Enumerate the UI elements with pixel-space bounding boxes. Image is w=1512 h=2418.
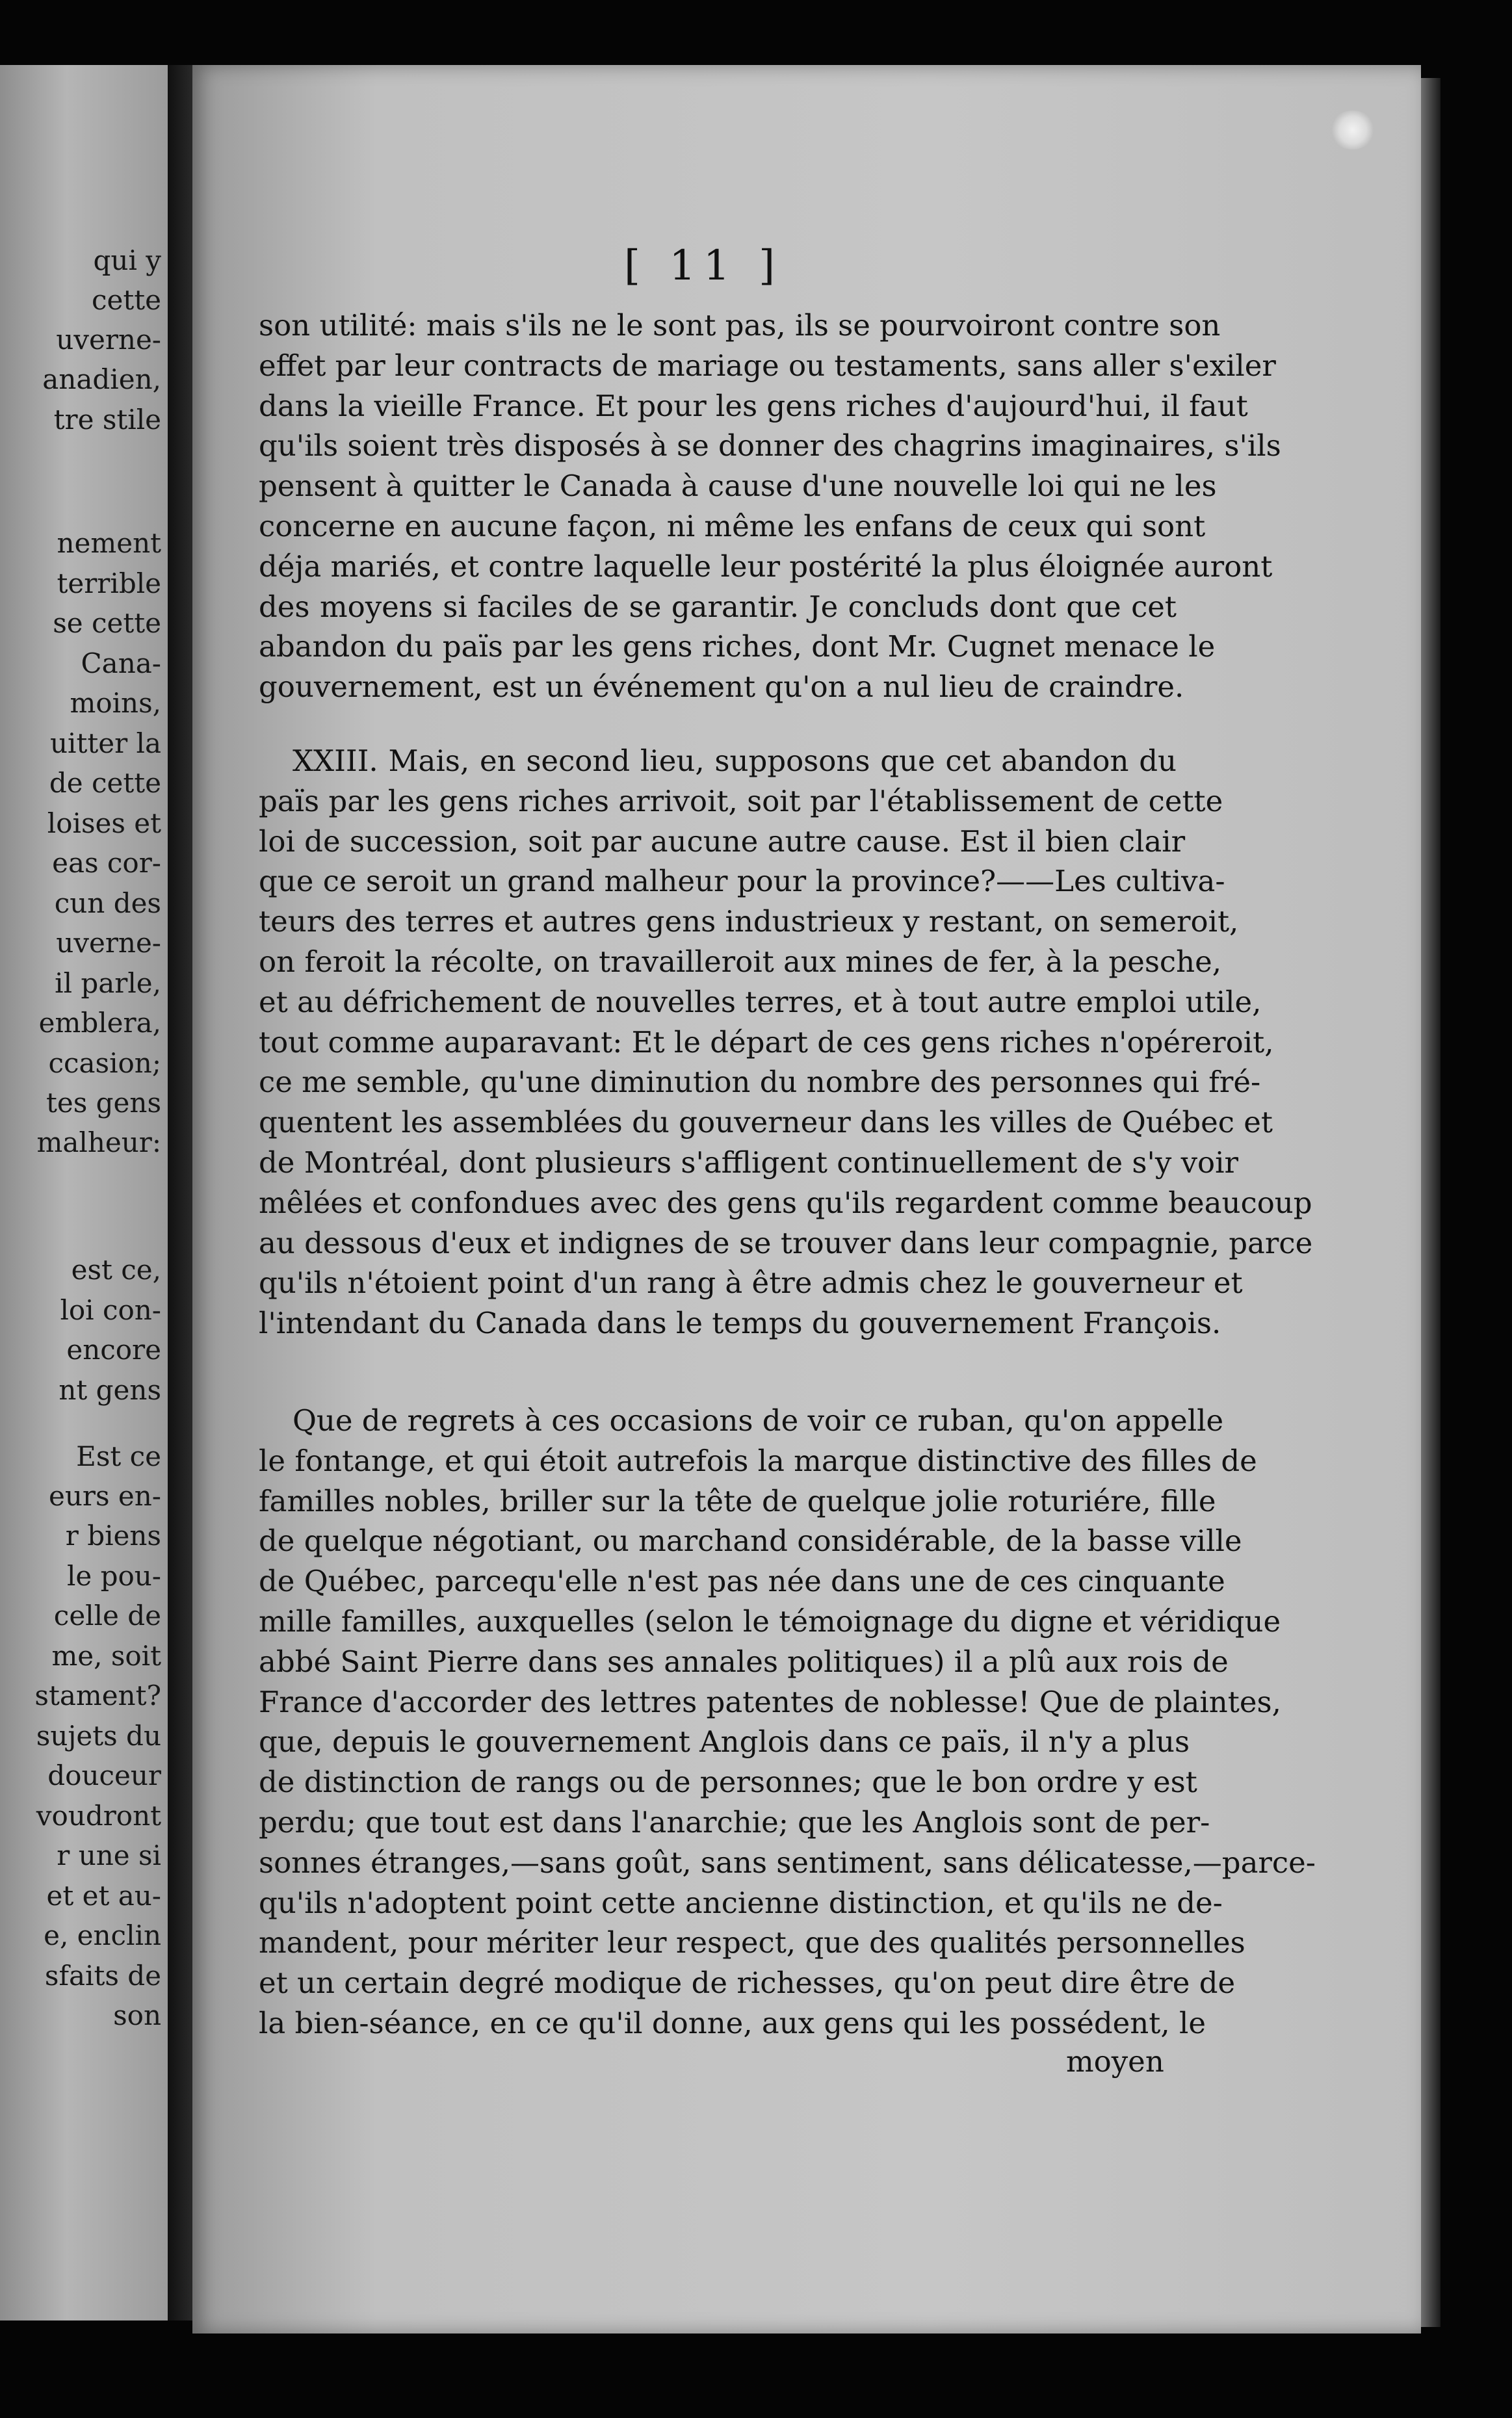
text-line: ce me semble, qu'une diminution du nombre des personnes qui fré-	[259, 1065, 1261, 1100]
facing-page-text-fragment: douceur	[47, 1760, 161, 1791]
catchword: moyen	[1066, 2044, 1164, 2079]
text-line: et un certain degré modique de richesses, qu'on peut dire être de	[259, 1966, 1236, 2001]
facing-page-text-fragment: e, enclin	[44, 1919, 161, 1951]
text-line: de Montréal, dont plusieurs s'affligent continuellement de s'y voir	[259, 1145, 1239, 1180]
text-line: familles nobles, briller sur la tête de quelque jolie roturiére, fille	[259, 1483, 1216, 1518]
facing-page-text-fragment: se cette	[53, 607, 161, 639]
text-line: et au défrichement de nouvelles terres, et à tout autre emploi utile,	[259, 984, 1262, 1019]
facing-page-text-fragment: uverne-	[56, 324, 161, 356]
text-line: concerne en aucune façon, ni même les enfans de ceux qui sont	[259, 508, 1206, 543]
text-line: qu'ils n'adoptent point cette ancienne distinction, et qu'ils ne de-	[259, 1885, 1223, 1920]
text-line: au dessous d'eux et indignes de se trouver dans leur compagnie, parce	[259, 1225, 1313, 1260]
facing-page-text-fragment: sfaits de	[44, 1960, 161, 1992]
text-line: gouvernement, est un événement qu'on a nul lieu de craindre.	[259, 670, 1184, 705]
text-line: loi de succession, soit par aucune autre cause. Est il bien clair	[259, 824, 1186, 859]
facing-page-text-fragment: qui y	[93, 244, 161, 276]
text-line: son utilité: mais s'ils ne le sont pas, ils se pourvoiront contre son	[259, 308, 1221, 343]
facing-page-text-fragment: encore	[66, 1334, 161, 1366]
facing-page-text-fragment: ccasion;	[48, 1047, 161, 1079]
text-line: la bien-séance, en ce qu'il donne, aux gens qui les possédent, le	[259, 2005, 1206, 2040]
facing-page-text-fragment: voudront	[36, 1800, 161, 1832]
facing-page-text-fragment: le pou-	[66, 1560, 161, 1592]
facing-page-text-fragment: et et au-	[46, 1880, 161, 1912]
facing-page-text-fragment: anadien,	[42, 363, 161, 395]
text-line: tout comme auparavant: Et le départ de ces gens riches n'opéreroit,	[259, 1024, 1274, 1060]
text-line: mêlées et confondues avec des gens qu'ils regardent comme beaucoup	[259, 1185, 1312, 1220]
text-line: on feroit la récolte, on travailleroit aux mines de fer, à la pesche,	[259, 944, 1222, 979]
facing-page-text-fragment: Est ce	[76, 1440, 161, 1472]
facing-page-text-fragment: il parle,	[55, 967, 161, 999]
text-line: perdu; que tout est dans l'anarchie; que les Anglois sont de per-	[259, 1804, 1210, 1840]
text-line: abbé Saint Pierre dans ses annales politiques) il a plû aux rois de	[259, 1644, 1229, 1679]
page-number-header: [ 11 ]	[624, 242, 783, 290]
text-line: quentent les assemblées du gouverneur dans les villes de Québec et	[259, 1105, 1273, 1140]
paragraph-2	[259, 741, 1313, 1344]
facing-page-text-fragment: malheur:	[36, 1126, 161, 1158]
facing-page-text-fragment: terrible	[57, 567, 161, 599]
page-edge-shadow	[1421, 78, 1440, 2327]
text-line: que, depuis le gouvernement Anglois dans ce païs, il n'y a plus	[259, 1724, 1190, 1760]
facing-page-text-fragment: sujets du	[36, 1720, 161, 1752]
text-line: XXIII. Mais, en second lieu, supposons que cet abandon du	[293, 744, 1177, 778]
facing-page-text-fragment: eas cor-	[52, 847, 161, 879]
facing-page-text-fragment: est ce,	[71, 1254, 161, 1286]
facing-page-text-fragment: son	[113, 1999, 161, 2031]
facing-page-text-fragment: de cette	[49, 767, 161, 799]
text-line: des moyens si faciles de se garantir. Je concluds dont que cet	[259, 589, 1177, 624]
text-line: dans la vieille France. Et pour les gens riches d'aujourd'hui, il faut	[259, 388, 1248, 423]
facing-page-text-fragment: Cana-	[81, 647, 161, 679]
facing-page-text-fragment: nt gens	[59, 1374, 161, 1406]
paragraph-3	[259, 1401, 1316, 2044]
paper-damage-spot	[1330, 110, 1375, 150]
paragraph-1	[259, 306, 1281, 707]
facing-page-text-fragment: eurs en-	[49, 1480, 161, 1512]
facing-page-text-fragment: stament?	[34, 1680, 161, 1711]
facing-page-text-fragment: r biens	[65, 1520, 161, 1552]
text-line: mandent, pour mériter leur respect, que des qualités personnelles	[259, 1925, 1245, 1960]
facing-page-text-fragment: uitter la	[50, 727, 161, 759]
text-line: teurs des terres et autres gens industrieux y restant, on semeroit,	[259, 904, 1239, 939]
text-line: mille familles, auxquelles (selon le témoignage du digne et véridique	[259, 1604, 1281, 1639]
text-line: l'intendant du Canada dans le temps du gouvernement François.	[259, 1306, 1221, 1341]
text-line: qu'ils n'étoient point d'un rang à être admis chez le gouverneur et	[259, 1266, 1243, 1301]
text-line: le fontange, et qui étoit autrefois la marque distinctive des filles de	[259, 1443, 1257, 1478]
text-line: qu'ils soient très disposés à se donner des chagrins imaginaires, s'ils	[259, 428, 1281, 463]
text-line: France d'accorder des lettres patentes de noblesse! Que de plaintes,	[259, 1684, 1281, 1719]
facing-page-text-fragment: uverne-	[56, 927, 161, 959]
text-line: que ce seroit un grand malheur pour la province?——Les cultiva-	[259, 864, 1225, 899]
text-line: déja mariés, et contre laquelle leur postérité la plus éloignée auront	[259, 549, 1273, 584]
facing-page-text-fragment: me, soit	[51, 1640, 161, 1672]
text-line: abandon du païs par les gens riches, dont Mr. Cugnet menace le	[259, 629, 1216, 664]
facing-page-text-fragment: celle de	[53, 1600, 161, 1632]
facing-page-text-fragment: loises et	[47, 807, 161, 839]
facing-page-text-fragment: tes gens	[46, 1087, 161, 1119]
text-line: de Québec, parcequ'elle n'est pas née dans une de ces cinquante	[259, 1564, 1225, 1599]
facing-page-text-fragment: nement	[57, 527, 161, 559]
facing-page-text-fragment: cun des	[54, 887, 161, 919]
text-line: sonnes étranges,—sans goût, sans sentiment, sans délicatesse,—parce-	[259, 1845, 1316, 1880]
facing-page-text-fragment: r une si	[57, 1840, 161, 1871]
text-line: Que de regrets à ces occasions de voir ce ruban, qu'on appelle	[293, 1403, 1224, 1438]
text-line: pensent à quitter le Canada à cause d'une nouvelle loi qui ne les	[259, 469, 1217, 504]
facing-page-text-fragment: moins,	[70, 687, 161, 719]
book-gutter	[168, 65, 194, 2320]
text-line: païs par les gens riches arrivoit, soit par l'établissement de cette	[259, 783, 1223, 818]
facing-page-left	[0, 65, 168, 2320]
facing-page-text-fragment: cette	[92, 284, 161, 316]
text-line: de quelque négotiant, ou marchand considérable, de la basse ville	[259, 1524, 1242, 1559]
facing-page-text-fragment: emblera,	[38, 1007, 161, 1039]
text-line: effet par leur contracts de mariage ou testaments, sans aller s'exiler	[259, 348, 1276, 383]
text-line: de distinction de rangs ou de personnes; que le bon ordre y est	[259, 1765, 1197, 1800]
facing-page-text-fragment: tre stile	[53, 404, 161, 436]
facing-page-text-fragment: loi con-	[60, 1294, 161, 1326]
